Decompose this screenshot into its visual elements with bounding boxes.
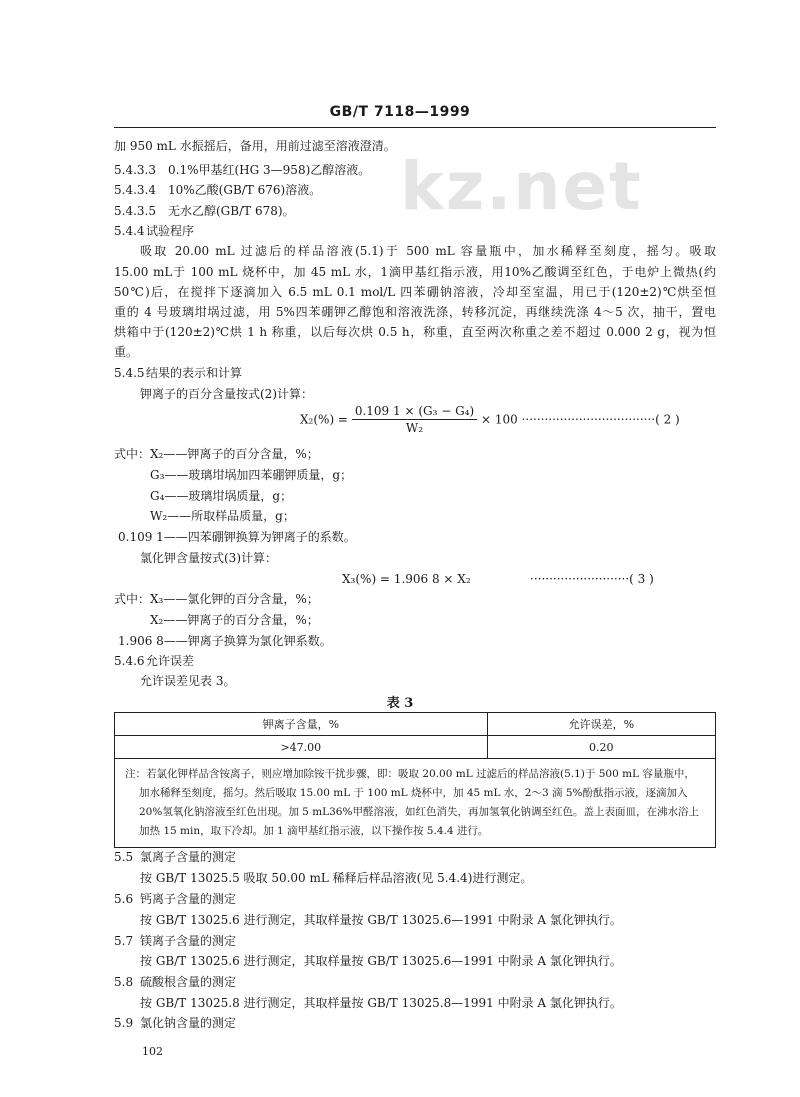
table-header-cell: 允许误差，%	[487, 713, 715, 736]
variable-definition: G₄——玻璃坩埚质量，g；	[150, 489, 293, 503]
formula-intro: 氯化钾含量按式(3)计算：	[140, 551, 277, 565]
clause-heading: 试验程序	[146, 224, 195, 238]
header-rule	[114, 127, 716, 128]
clause-5-8	[114, 975, 236, 989]
text-line: 加 950 mL 水振摇后，备用，用前过滤至溶液澄清。	[114, 139, 396, 153]
clause-number: 5.4.4	[114, 224, 145, 238]
table-caption: 表 3	[386, 696, 414, 711]
clause-number: 5.6	[114, 892, 134, 906]
table-row	[115, 736, 716, 759]
clause-5-4-3-4	[114, 183, 321, 197]
variable-definition: G₃——玻璃坩埚加四苯硼钾质量，g；	[150, 468, 353, 482]
clause-heading: 氯离子含量的测定	[140, 850, 237, 864]
table-header-cell: 钾离子含量，%	[115, 713, 488, 736]
clause-heading: 镁离子含量的测定	[140, 934, 237, 948]
clause-number: 5.7	[114, 934, 134, 948]
table-cell: 0.20	[487, 736, 715, 759]
variable-definition: X₂——钾离子的百分含量，%；	[150, 613, 319, 627]
variable-definition: 式中：X₃——氯化钾的百分含量，%；	[114, 592, 319, 606]
clause-5-4-4	[114, 224, 194, 238]
formula-3: X₃(%) = 1.906 8 × X₂	[342, 572, 471, 586]
clause-heading: 硫酸根含量的测定	[140, 975, 237, 989]
watermark: kz.net	[400, 148, 643, 225]
formula-2	[300, 404, 680, 435]
fraction-denominator: W₂	[405, 421, 424, 435]
clause-number: 5.5	[114, 850, 134, 864]
formula-3-tag: ··························( 3 )	[530, 572, 654, 586]
formula-intro: 钾离子的百分含量按式(2)计算：	[140, 387, 313, 401]
formula-fraction	[352, 404, 477, 435]
fraction-numerator: 0.109 1 × (G₃ − G₄)	[352, 404, 477, 420]
clause-text: 无水乙醇(GB/T 678)。	[168, 204, 295, 218]
clause-5-4-3-3	[114, 163, 370, 177]
clause-number: 5.4.3.5	[114, 204, 156, 218]
paragraph-line: 允许误差见表 3。	[140, 674, 236, 688]
paragraph-line: 重的 4 号玻璃坩埚过滤，用 5%四苯硼钾乙醇饱和溶液洗涤，转移沉淀，再继续洗涤 4～5 次，抽干，置电	[114, 305, 716, 319]
paragraph-line: 烘箱中于(120±2)℃烘 1 h 称重，以后每次烘 0.5 h，称重，直至两次称重之差不超过 0.000 2 g，视为恒	[114, 325, 716, 339]
table-cell: >47.00	[115, 736, 488, 759]
clause-5-7	[114, 934, 236, 948]
table-header-row	[115, 713, 716, 736]
paragraph-line: 按 GB/T 13025.6 进行测定，其取样量按 GB/T 13025.6—1991 中附录 A 氯化钾执行。	[140, 913, 622, 927]
paragraph-line: 吸取 20.00 mL 过滤后的样品溶液(5.1)于 500 mL 容量瓶中，加水稀释至刻度，摇匀。吸取	[140, 244, 716, 258]
variable-definition: 1.906 8——钾离子换算为氯化钾系数。	[118, 634, 332, 648]
variable-definition: W₂——所取样品质量，g；	[150, 509, 295, 523]
formula-rhs: × 100 ···································( 2 )	[480, 412, 680, 427]
clause-number: 5.4.5	[114, 366, 145, 380]
paragraph-line: 50℃)后，在搅拌下逐滴加入 6.5 mL 0.1 mol/L 四苯硼钠溶液，冷却至室温，用已于(120±2)℃烘至恒	[114, 285, 716, 299]
clause-5-4-3-5	[114, 204, 295, 218]
table-note: 注：若氯化钾样品含铵离子，则应增加除铵干扰步骤，即：吸取 20.00 mL 过滤后的样品溶液(5.1)于 500 mL 容量瓶中，加水稀释至刻度，摇匀。然后吸取 15.00 mL 于 100 mL 烧杯中，加 45 mL 水，2～3 滴 5%酚酞指示液，逐滴加入 20%氢氧化钠溶液至红色出现。加 5 mL36%甲醛溶液，如红色消失，再加氢氧化钠调至红色。盖上表面皿，在沸水浴上加热 15 min，取下冷却。加 1 滴甲基红指示液，以下操作按 5.4.4 进行。	[115, 759, 716, 848]
clause-5-6	[114, 892, 236, 906]
paragraph-line: 按 GB/T 13025.6 进行测定，其取样量按 GB/T 13025.6—1991 中附录 A 氯化钾执行。	[140, 954, 622, 968]
clause-5-9	[114, 1016, 236, 1030]
variable-definition: 0.109 1——四苯硼钾换算为钾离子的系数。	[118, 530, 356, 544]
paragraph-line: 15.00 mL于 100 mL 烧杯中，加 45 mL 水，1滴甲基红指示液，用10%乙酸调至红色，于电炉上微热(约	[114, 265, 716, 279]
clause-number: 5.9	[114, 1016, 134, 1030]
page-header: GB/T 7118—1999	[329, 104, 471, 120]
clause-5-4-6	[114, 654, 194, 668]
clause-5-5	[114, 850, 236, 864]
page-number: 102	[142, 1045, 163, 1058]
clause-text: 0.1%甲基红(HG 3—958)乙醇溶液。	[168, 163, 371, 177]
clause-text: 10%乙酸(GB/T 676)溶液。	[168, 183, 322, 197]
clause-heading: 钙离子含量的测定	[140, 892, 237, 906]
clause-heading: 结果的表示和计算	[146, 366, 243, 380]
table-3	[114, 712, 716, 848]
clause-number: 5.4.6	[114, 654, 145, 668]
clause-number: 5.4.3.4	[114, 183, 156, 197]
paragraph-line: 按 GB/T 13025.5 吸取 50.00 mL 稀释后样品溶液(见 5.4.4)进行测定。	[140, 871, 533, 885]
clause-heading: 允许误差	[146, 654, 195, 668]
clause-5-4-5	[114, 366, 242, 380]
table-note-row	[115, 759, 716, 848]
paragraph-line: 重。	[114, 345, 139, 359]
clause-heading: 氯化钠含量的测定	[140, 1016, 237, 1030]
paragraph-line: 按 GB/T 13025.8 进行测定，其取样量按 GB/T 13025.8—1991 中附录 A 氯化钾执行。	[140, 996, 622, 1010]
formula-lhs: X₂(%) =	[300, 412, 348, 427]
clause-number: 5.8	[114, 975, 134, 989]
variable-definition: 式中：X₂——钾离子的百分含量，%；	[114, 447, 319, 461]
clause-number: 5.4.3.3	[114, 163, 156, 177]
